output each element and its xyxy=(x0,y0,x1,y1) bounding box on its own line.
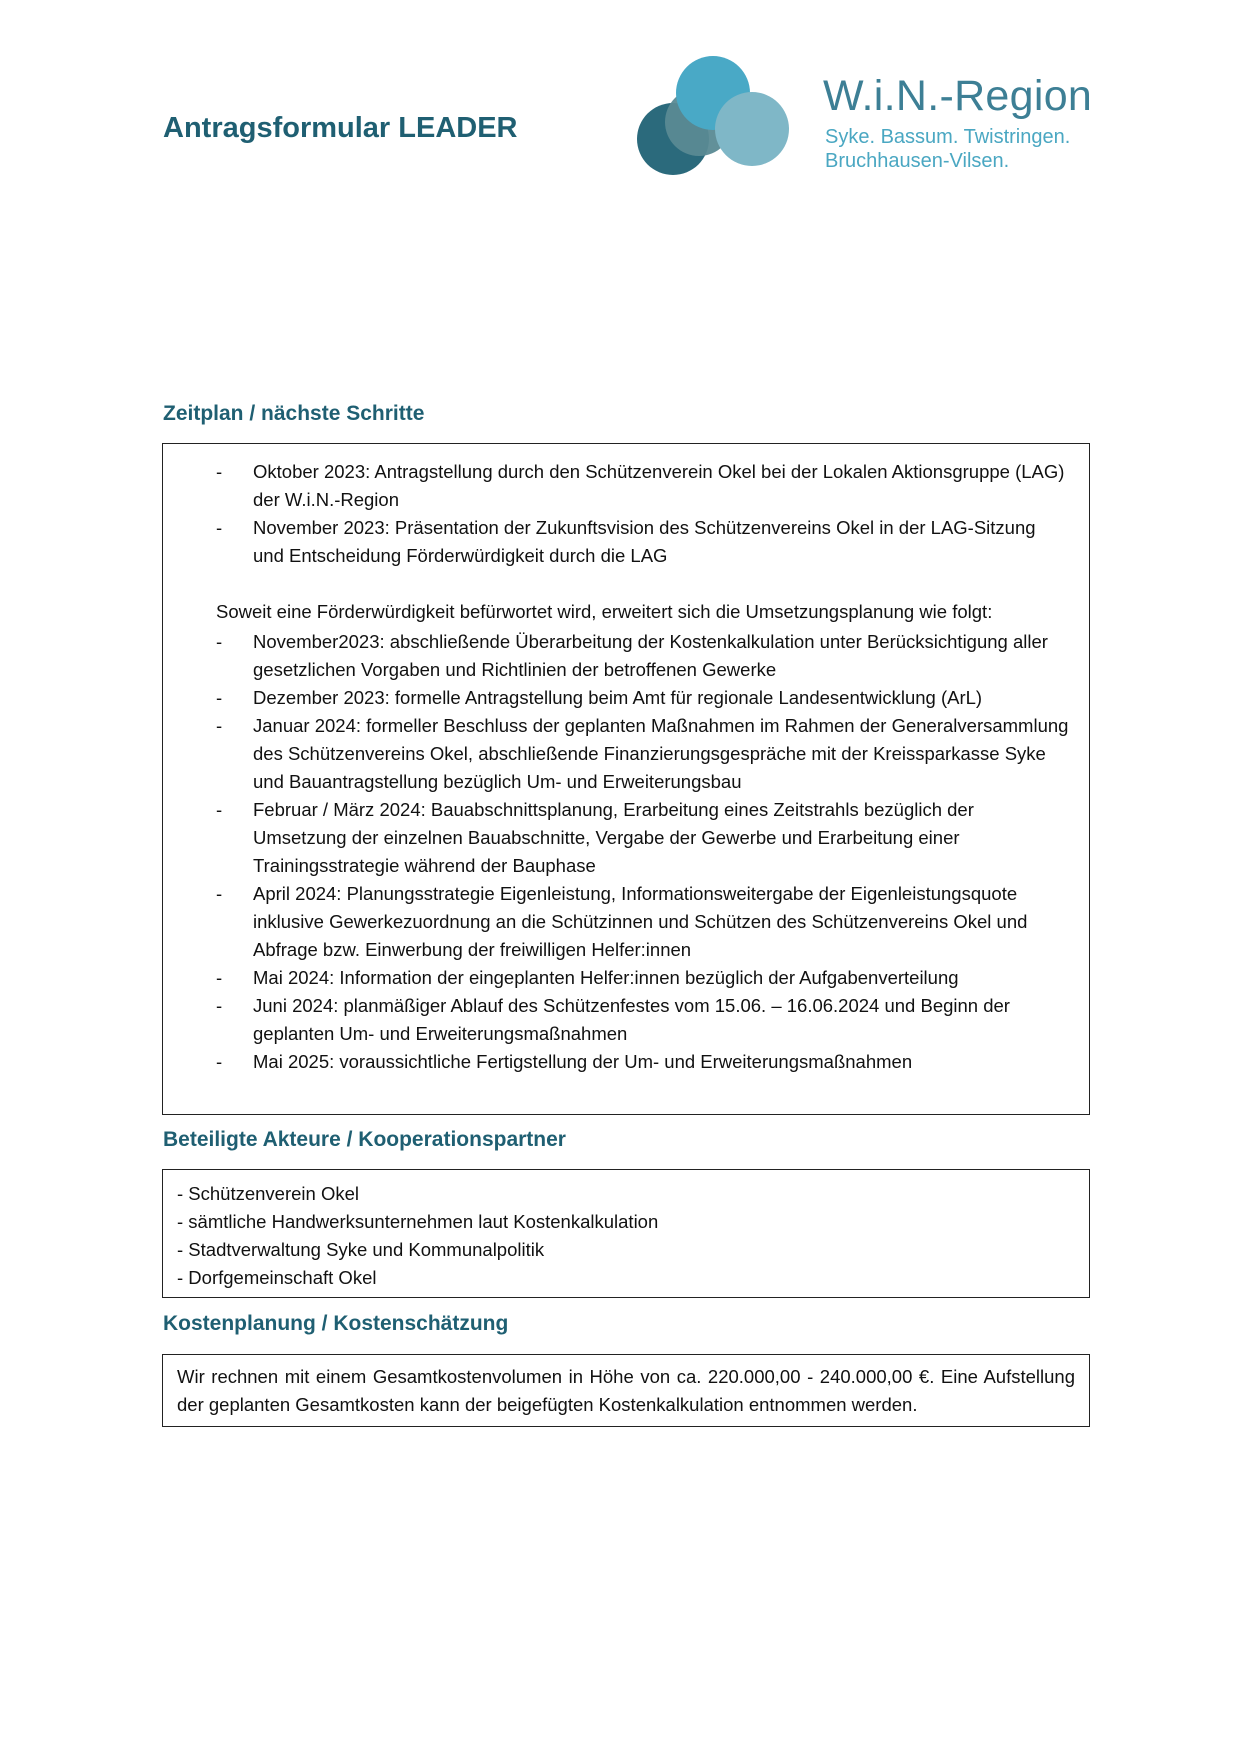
list-item: - November2023: abschließende Überarbeitung der Kostenkalkulation unter Berücksichtigung aller gesetzlichen Vorgaben und Richtlinien der betroffenen Gewerke xyxy=(216,628,1071,684)
list-item: - Mai 2025: voraussichtliche Fertigstellung der Um- und Erweiterungsmaßnahmen xyxy=(216,1048,1071,1076)
zeitplan-heading: Zeitplan / nächste Schritte xyxy=(163,402,425,425)
list-item: - Januar 2024: formeller Beschluss der geplanten Maßnahmen im Rahmen der Generalversammlung des Schützenvereins Okel, abschließende Finanzierungsgespräche mit der Kreissparkasse Syke und Bauantragstellung bezüglich Um- und Erweiterungsbau xyxy=(216,712,1071,796)
kosten-heading: Kostenplanung / Kostenschätzung xyxy=(163,1312,509,1335)
akteure-heading: Beteiligte Akteure / Kooperationspartner xyxy=(163,1128,566,1151)
akteur-line: - sämtliche Handwerksunternehmen laut Kostenkalkulation xyxy=(177,1211,659,1232)
win-region-logo xyxy=(637,56,1097,186)
document-title: Antragsformular LEADER xyxy=(163,112,518,144)
zeitplan-box xyxy=(162,443,1090,1115)
zeitplan-intro: Soweit eine Förderwürdigkeit befürwortet wird, erweitert sich die Umsetzungsplanung wie folgt: xyxy=(216,601,993,622)
list-item: - Juni 2024: planmäßiger Ablauf des Schützenfestes vom 15.06. – 16.06.2024 und Beginn der geplanten Um- und Erweiterungsmaßnahmen xyxy=(216,992,1071,1048)
zeitplan-list-followup xyxy=(216,628,1071,1076)
akteur-line: - Schützenverein Okel xyxy=(177,1183,360,1204)
logo-name: W.i.N.-Region xyxy=(823,72,1093,120)
logo-tagline-2: Bruchhausen-Vilsen. xyxy=(825,150,1010,172)
logo-tagline-1: Syke. Bassum. Twistringen. xyxy=(825,126,1071,148)
list-item: - Dezember 2023: formelle Antragstellung beim Amt für regionale Landesentwicklung (ArL) xyxy=(216,684,1071,712)
list-item: - Februar / März 2024: Bauabschnittsplanung, Erarbeitung eines Zeitstrahls bezüglich der Umsetzung der einzelnen Bauabschnitte, Vergabe der Gewerbe und Erarbeitung einer Trainingsstrategie während der Bauphase xyxy=(216,796,1071,880)
akteur-line: - Stadtverwaltung Syke und Kommunalpolitik xyxy=(177,1239,545,1260)
kosten-text: Wir rechnen mit einem Gesamtkostenvolumen in Höhe von ca. 220.000,00 - 240.000,00 €. Eine Aufstellung der geplanten Gesamtkosten kann der beigefügten Kostenkalkulation entnommen werden. xyxy=(177,1366,1075,1415)
kosten-box xyxy=(162,1354,1090,1427)
list-item: - November 2023: Präsentation der Zukunftsvision des Schützenvereins Okel in der LAG-Sitzung und Entscheidung Förderwürdigkeit durch die LAG xyxy=(216,514,1071,570)
list-item: - Mai 2024: Information der eingeplanten Helfer:innen bezüglich der Aufgabenverteilung xyxy=(216,964,1071,992)
akteur-line: - Dorfgemeinschaft Okel xyxy=(177,1267,377,1288)
logo-circles-icon xyxy=(637,56,817,186)
list-item: - April 2024: Planungsstrategie Eigenleistung, Informationsweitergabe der Eigenleistungsquote inklusive Gewerkezuordnung an die Schützinnen und Schützen des Schützenvereins Okel und Abfrage bzw. Einwerbung der freiwilligen Helfer:innen xyxy=(216,880,1071,964)
zeitplan-list-initial xyxy=(216,458,1071,570)
akteure-box xyxy=(162,1169,1090,1298)
list-item: - Oktober 2023: Antragstellung durch den Schützenverein Okel bei der Lokalen Aktionsgruppe (LAG) der W.i.N.-Region xyxy=(216,458,1071,514)
